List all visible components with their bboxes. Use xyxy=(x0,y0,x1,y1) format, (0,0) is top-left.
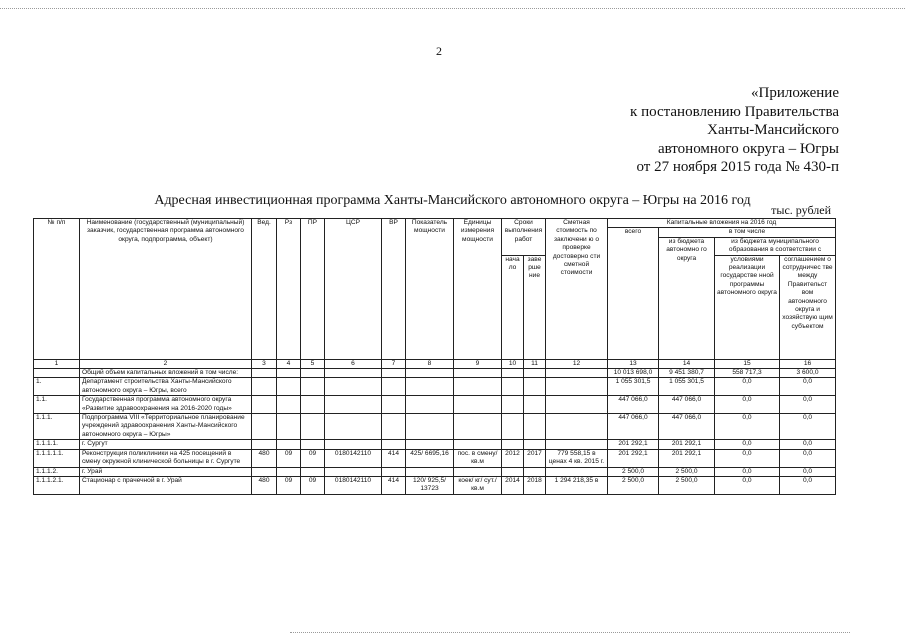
row-pr xyxy=(301,378,325,396)
row-budget-ao: 447 066,0 xyxy=(659,414,715,440)
row-capacity-unit xyxy=(454,369,502,378)
row-capacity-unit xyxy=(454,440,502,449)
row-pr xyxy=(301,369,325,378)
row-pr: 09 xyxy=(301,449,325,467)
row-pr xyxy=(301,467,325,476)
row-end xyxy=(524,414,546,440)
appendix-line: от 27 ноября 2015 года № 430-п xyxy=(636,159,839,175)
row-name: Общий объем капитальных вложений в том числе: xyxy=(80,369,252,378)
header-budget-ao: из бюджета автономно го округа xyxy=(659,237,715,359)
appendix-line: к постановлению Правительства xyxy=(630,103,839,120)
row-capacity xyxy=(406,467,454,476)
row-estimate: 1 294 218,35 в xyxy=(546,476,608,494)
row-capacity xyxy=(406,396,454,414)
column-number: 12 xyxy=(546,359,608,368)
row-estimate xyxy=(546,369,608,378)
row-number: 1.1.1.2.1. xyxy=(34,476,80,494)
header-conditions: условиями реализации государстве нной программы автономного округа xyxy=(715,255,780,359)
row-name: Государственная программа автономного округа «Развитие здравоохранения на 2016-2020 годы» xyxy=(80,396,252,414)
column-number: 2 xyxy=(80,359,252,368)
header-agreement: соглашением о сотрудничес тве между Правительст вом автономного округа и хозяйствую щим субъектом xyxy=(780,255,836,359)
scan-edge-bottom xyxy=(290,632,850,633)
row-estimate xyxy=(546,467,608,476)
row-csr xyxy=(325,440,382,449)
row-total: 447 066,0 xyxy=(608,414,659,440)
column-number-row xyxy=(34,359,836,368)
row-budget-ao: 201 292,1 xyxy=(659,449,715,467)
header-vr: ВР xyxy=(382,219,406,360)
row-capacity xyxy=(406,378,454,396)
scan-edge-top xyxy=(0,8,905,9)
row-number: 1. xyxy=(34,378,80,396)
row-conditions: 0,0 xyxy=(715,440,780,449)
row-capacity-unit xyxy=(454,414,502,440)
column-number: 4 xyxy=(277,359,301,368)
header-name: Наименование (государственный (муниципальный) заказчик, государственная программа автономного округа, подпрограмма, объект) xyxy=(80,219,252,360)
header-capacity-unit: Единицы измерения мощности xyxy=(454,219,502,360)
appendix-line: «Приложение xyxy=(750,85,839,101)
row-start xyxy=(502,467,524,476)
row-start xyxy=(502,378,524,396)
header-period-end: заве рше ние xyxy=(524,255,546,359)
table-row xyxy=(34,467,836,476)
header-period: Сроки выполнения работ xyxy=(502,219,546,256)
row-start xyxy=(502,369,524,378)
row-pr: 09 xyxy=(301,476,325,494)
header-pr: ПР xyxy=(301,219,325,360)
row-vr xyxy=(382,369,406,378)
header-estimate: Сметная стоимость по заключени ю о проверке достоверно сти сметной стоимости xyxy=(546,219,608,360)
row-agreement: 3 600,0 xyxy=(780,369,836,378)
row-ved xyxy=(252,414,277,440)
column-number: 5 xyxy=(301,359,325,368)
header-ved: Вед. xyxy=(252,219,277,360)
row-capacity-unit xyxy=(454,378,502,396)
row-start xyxy=(502,414,524,440)
row-name: г. Сургут xyxy=(80,440,252,449)
row-end xyxy=(524,467,546,476)
row-ved: 480 xyxy=(252,476,277,494)
row-rz xyxy=(277,414,301,440)
table-row xyxy=(34,440,836,449)
row-capacity-unit xyxy=(454,396,502,414)
row-agreement: 0,0 xyxy=(780,449,836,467)
row-agreement: 0,0 xyxy=(780,440,836,449)
row-conditions: 0,0 xyxy=(715,449,780,467)
header-csr: ЦСР xyxy=(325,219,382,360)
row-start xyxy=(502,440,524,449)
row-agreement: 0,0 xyxy=(780,476,836,494)
column-number: 11 xyxy=(524,359,546,368)
row-budget-ao: 201 292,1 xyxy=(659,440,715,449)
row-total: 201 292,1 xyxy=(608,440,659,449)
row-pr xyxy=(301,414,325,440)
column-number: 13 xyxy=(608,359,659,368)
row-budget-ao: 2 500,0 xyxy=(659,467,715,476)
row-estimate xyxy=(546,414,608,440)
table-row xyxy=(34,396,836,414)
row-total: 201 292,1 xyxy=(608,449,659,467)
row-total: 1 055 301,5 xyxy=(608,378,659,396)
column-number: 8 xyxy=(406,359,454,368)
row-vr xyxy=(382,396,406,414)
header-rz: Рз xyxy=(277,219,301,360)
row-estimate xyxy=(546,378,608,396)
row-ved xyxy=(252,369,277,378)
row-end xyxy=(524,369,546,378)
row-vr: 414 xyxy=(382,449,406,467)
row-ved xyxy=(252,396,277,414)
row-number: 1.1.1.1.1. xyxy=(34,449,80,467)
row-name: г. Урай xyxy=(80,467,252,476)
row-ved: 480 xyxy=(252,449,277,467)
appendix-line: автономного округа – Югры xyxy=(657,140,839,157)
header-num: № п/п xyxy=(34,219,80,360)
column-number: 9 xyxy=(454,359,502,368)
row-vr xyxy=(382,440,406,449)
row-agreement: 0,0 xyxy=(780,396,836,414)
row-total: 2 500,0 xyxy=(608,476,659,494)
row-conditions: 0,0 xyxy=(715,476,780,494)
row-capacity-unit: пос. в смену/ кв.м xyxy=(454,449,502,467)
row-ved xyxy=(252,440,277,449)
row-end: 2018 xyxy=(524,476,546,494)
row-name: Департамент строительства Ханты-Мансийского автономного округа – Югры, всего xyxy=(80,378,252,396)
column-number: 6 xyxy=(325,359,382,368)
table-row xyxy=(34,414,836,440)
row-total: 10 013 698,0 xyxy=(608,369,659,378)
row-budget-ao: 447 066,0 xyxy=(659,396,715,414)
header-budget-mun: из бюджета муниципального образования в соответствии с xyxy=(715,237,836,255)
row-csr xyxy=(325,396,382,414)
row-rz xyxy=(277,396,301,414)
row-end: 2017 xyxy=(524,449,546,467)
row-number: 1.1.1.1. xyxy=(34,440,80,449)
row-start xyxy=(502,396,524,414)
row-capacity: 425/ 6695,16 xyxy=(406,449,454,467)
header-capacity: Показатель мощности xyxy=(406,219,454,360)
header-including: в том числе xyxy=(659,228,836,237)
row-vr xyxy=(382,467,406,476)
row-pr xyxy=(301,440,325,449)
row-number: 1.1. xyxy=(34,396,80,414)
units-label: тыс. рублей xyxy=(771,203,831,217)
row-ved xyxy=(252,467,277,476)
column-number: 10 xyxy=(502,359,524,368)
row-capacity xyxy=(406,414,454,440)
row-conditions: 0,0 xyxy=(715,396,780,414)
row-start: 2012 xyxy=(502,449,524,467)
row-estimate: 779 558,15 в ценах 4 кв. 2015 г. xyxy=(546,449,608,467)
row-start: 2014 xyxy=(502,476,524,494)
row-capacity xyxy=(406,369,454,378)
row-pr xyxy=(301,396,325,414)
row-estimate xyxy=(546,396,608,414)
column-number: 14 xyxy=(659,359,715,368)
row-name: Подпрограмма VIII «Территориальное планирование учреждений здравоохранения Ханты-Мансийского автономного округа – Югры» xyxy=(80,414,252,440)
column-number: 15 xyxy=(715,359,780,368)
row-conditions: 0,0 xyxy=(715,378,780,396)
header-capital: Капитальные вложения на 2016 год xyxy=(608,219,836,228)
header-period-start: нача ло xyxy=(502,255,524,359)
page-number: 2 xyxy=(436,44,442,58)
row-vr xyxy=(382,414,406,440)
appendix-block xyxy=(630,84,839,177)
row-agreement: 0,0 xyxy=(780,467,836,476)
row-capacity xyxy=(406,440,454,449)
investment-table xyxy=(33,218,836,495)
row-rz xyxy=(277,467,301,476)
row-rz: 09 xyxy=(277,476,301,494)
column-number: 16 xyxy=(780,359,836,368)
column-number: 7 xyxy=(382,359,406,368)
row-budget-ao: 2 500,0 xyxy=(659,476,715,494)
row-conditions: 558 717,3 xyxy=(715,369,780,378)
row-budget-ao: 9 451 380,7 xyxy=(659,369,715,378)
row-capacity-unit: коек/ кг/ сут./ кв.м xyxy=(454,476,502,494)
column-number: 3 xyxy=(252,359,277,368)
column-number: 1 xyxy=(34,359,80,368)
row-number: 1.1.1.2. xyxy=(34,467,80,476)
document-title: Адресная инвестиционная программа Ханты-Мансийского автономного округа – Югры на 2016 год xyxy=(154,193,751,208)
row-end xyxy=(524,396,546,414)
row-csr: 0180142110 xyxy=(325,449,382,467)
row-agreement: 0,0 xyxy=(780,378,836,396)
row-rz: 09 xyxy=(277,449,301,467)
row-end xyxy=(524,440,546,449)
row-total: 447 066,0 xyxy=(608,396,659,414)
row-csr xyxy=(325,369,382,378)
header-total: всего xyxy=(608,228,659,359)
row-name: Стационар с прачечной в г. Урай xyxy=(80,476,252,494)
row-conditions: 0,0 xyxy=(715,467,780,476)
row-estimate xyxy=(546,440,608,449)
row-vr: 414 xyxy=(382,476,406,494)
table-row xyxy=(34,369,836,378)
appendix-line: Ханты-Мансийского xyxy=(707,122,839,138)
row-rz xyxy=(277,378,301,396)
row-capacity: 120/ 925,5/ 13723 xyxy=(406,476,454,494)
row-conditions: 0,0 xyxy=(715,414,780,440)
row-capacity-unit xyxy=(454,467,502,476)
row-csr xyxy=(325,414,382,440)
row-rz xyxy=(277,369,301,378)
row-ved xyxy=(252,378,277,396)
table-row xyxy=(34,476,836,494)
table-row xyxy=(34,378,836,396)
row-csr xyxy=(325,467,382,476)
row-number: 1.1.1. xyxy=(34,414,80,440)
row-number xyxy=(34,369,80,378)
row-budget-ao: 1 055 301,5 xyxy=(659,378,715,396)
row-vr xyxy=(382,378,406,396)
row-end xyxy=(524,378,546,396)
row-rz xyxy=(277,440,301,449)
row-csr xyxy=(325,378,382,396)
row-csr: 0180142110 xyxy=(325,476,382,494)
row-name: Реконструкция поликлиники на 425 посещений в смену окружной клинической больницы в г. Сургуте xyxy=(80,449,252,467)
row-agreement: 0,0 xyxy=(780,414,836,440)
row-total: 2 500,0 xyxy=(608,467,659,476)
table-row xyxy=(34,449,836,467)
